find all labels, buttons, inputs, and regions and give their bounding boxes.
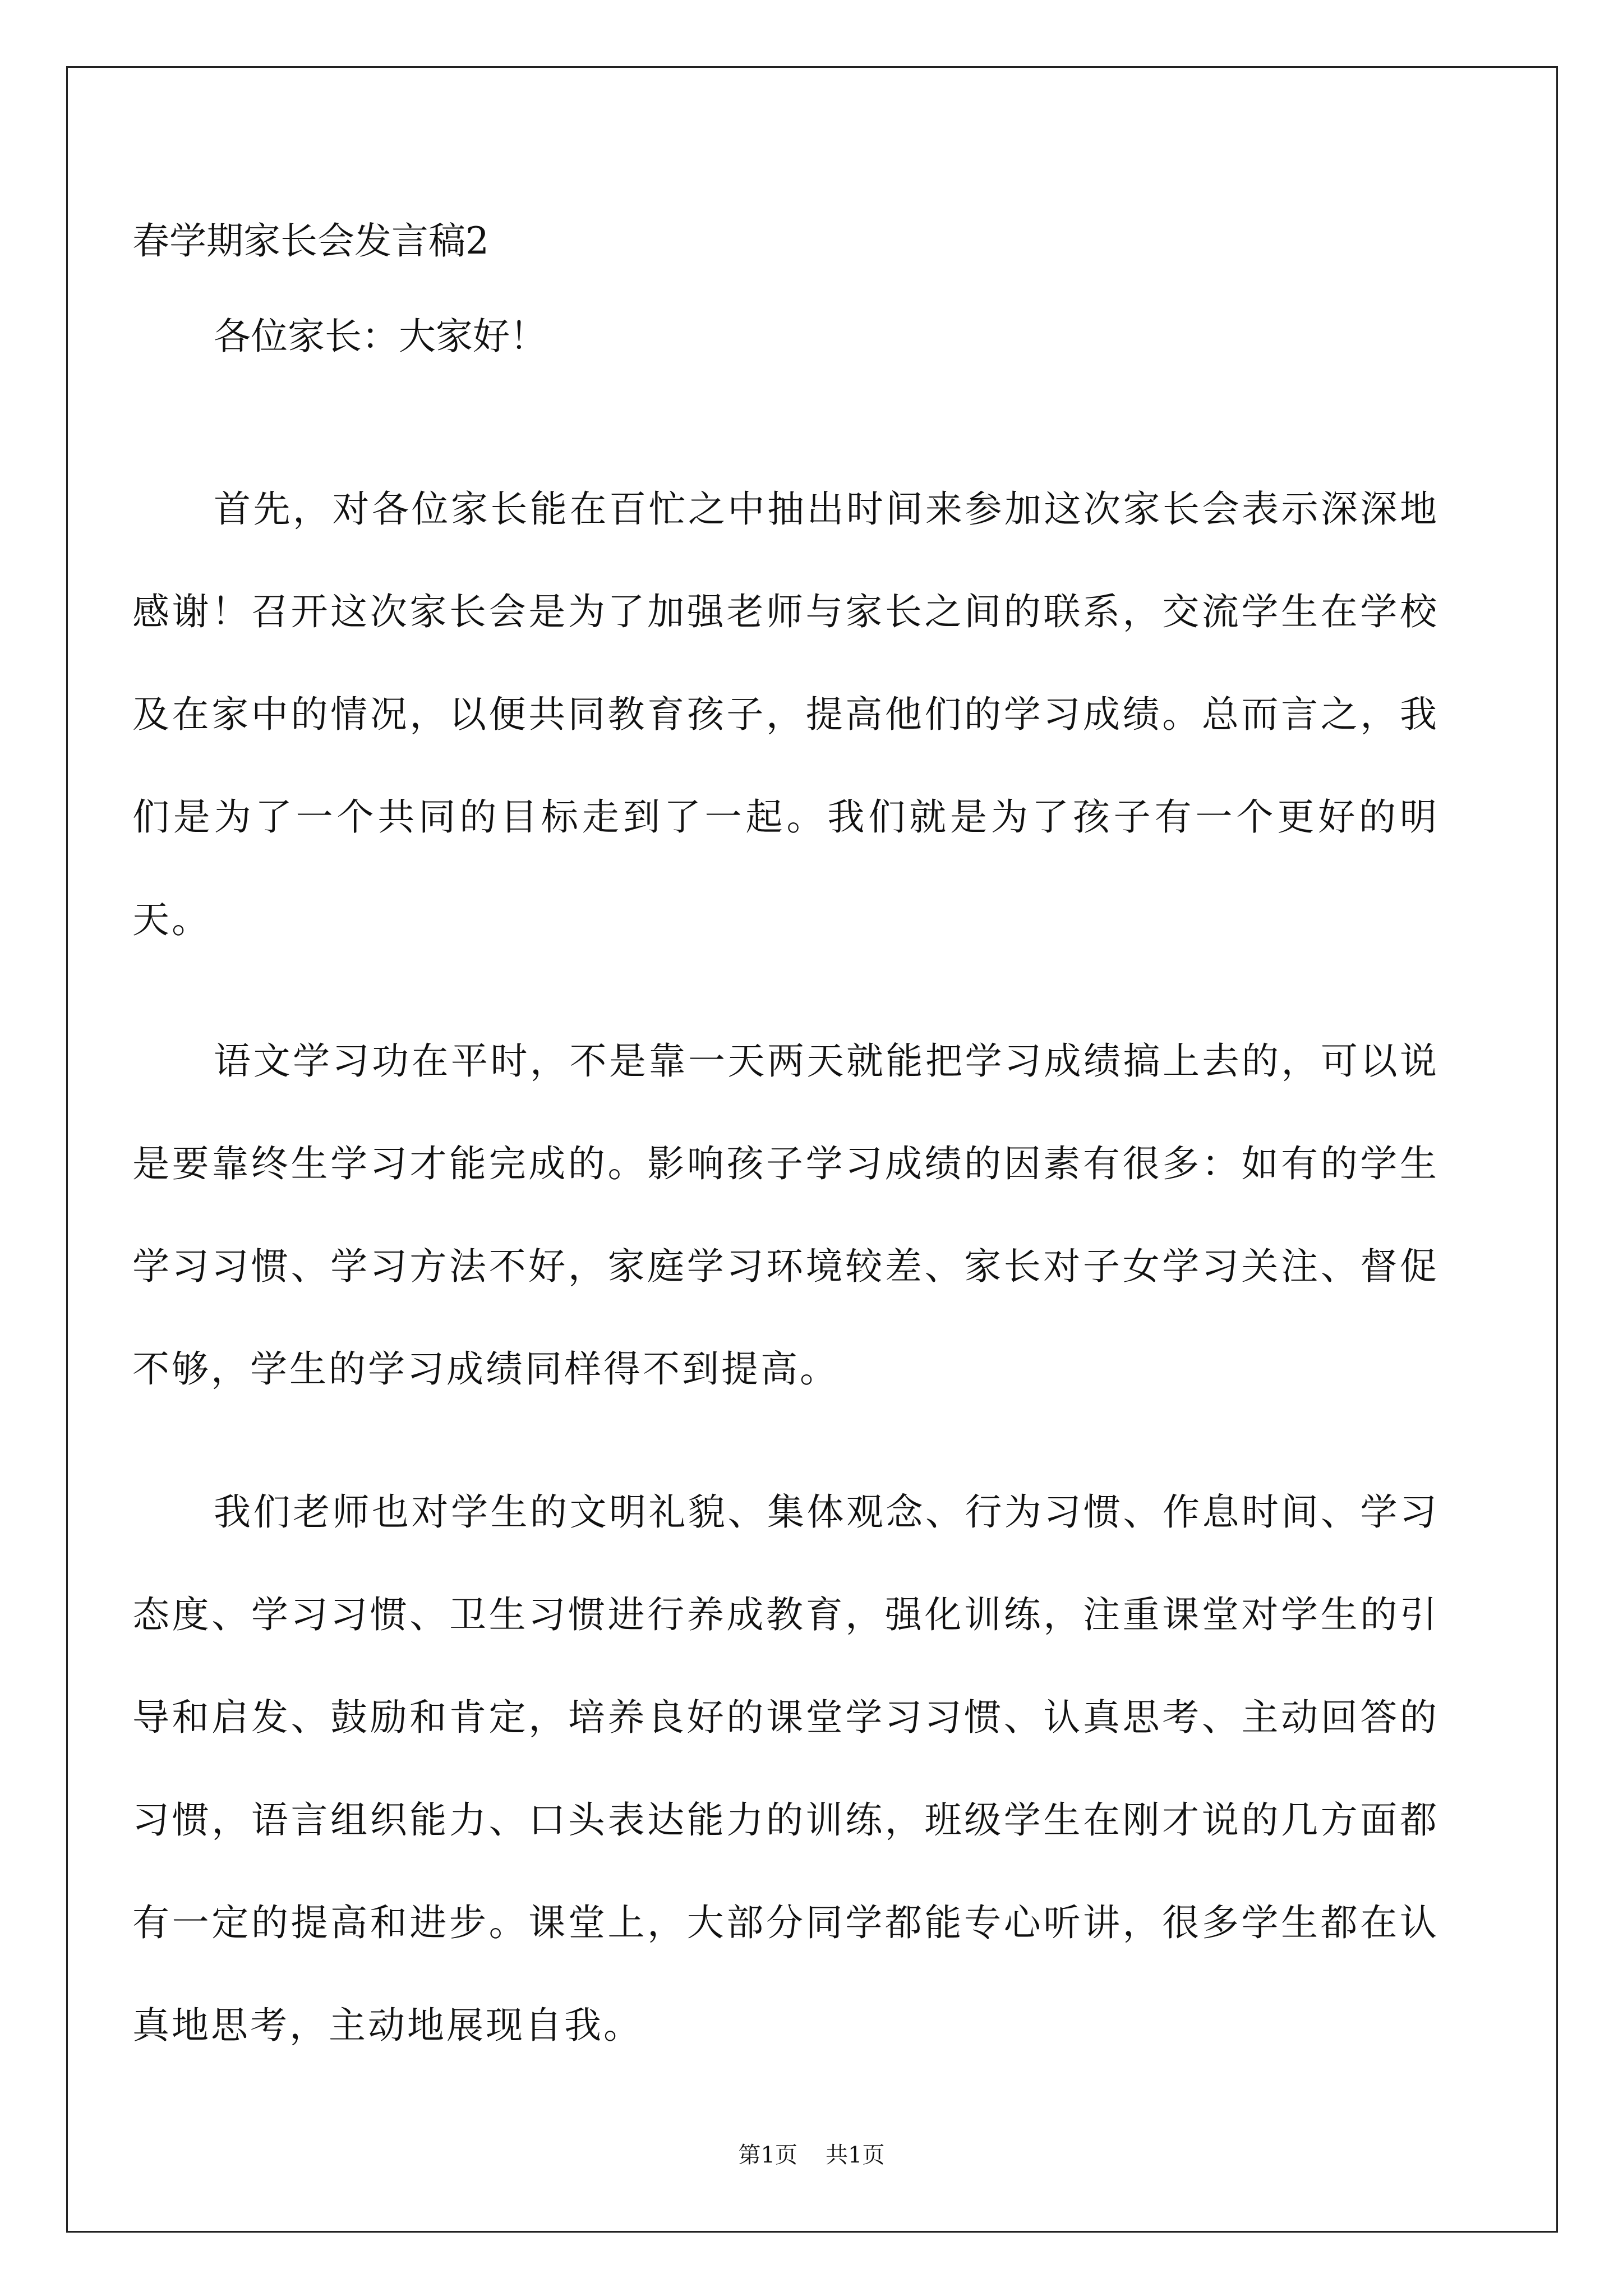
page-number-total: 共1页: [826, 2142, 885, 2168]
page-footer: [0, 2138, 1623, 2172]
paragraph-2: 语文学习功在平时，不是靠一天两天就能把学习成绩搞上去的，可以说是要靠终生学习才能完成的。影响孩子学习成绩的因素有很多：如有的学生学习习惯、学习方法不好，家庭学习环境较差、家长对子女学习关注、督促不够，学生的学习成绩同样得不到提高。: [132, 1039, 1439, 1391]
paragraph-3: 我们老师也对学生的文明礼貌、集体观念、行为习惯、作息时间、学习态度、学习习惯、卫生习惯进行养成教育，强化训练，注重课堂对学生的引导和启发、鼓励和肯定，培养良好的课堂学习习惯、认真思考、主动回答的习惯，语言组织能力、口头表达能力的训练，班级学生在刚才说的几方面都有一定的提高和进步。课堂上，大部分同学都能专心听讲，很多学生都在认真地思考，主动地展现自我。: [132, 1490, 1439, 2047]
salutation-line: 各位家长：大家好！: [214, 315, 547, 358]
paragraph-1: 首先，对各位家长能在百忙之中抽出时间来参加这次家长会表示深深地感谢！召开这次家长会是为了加强老师与家长之间的联系，交流学生在学校及在家中的情况，以便共同教育孩子，提高他们的学习成绩。总而言之，我们是为了一个共同的目标走到了一起。我们就是为了孩子有一个更好的明天。: [132, 487, 1439, 941]
document-title: 春学期家长会发言稿2: [132, 219, 489, 263]
page-number-current: 第1页: [738, 2142, 797, 2168]
